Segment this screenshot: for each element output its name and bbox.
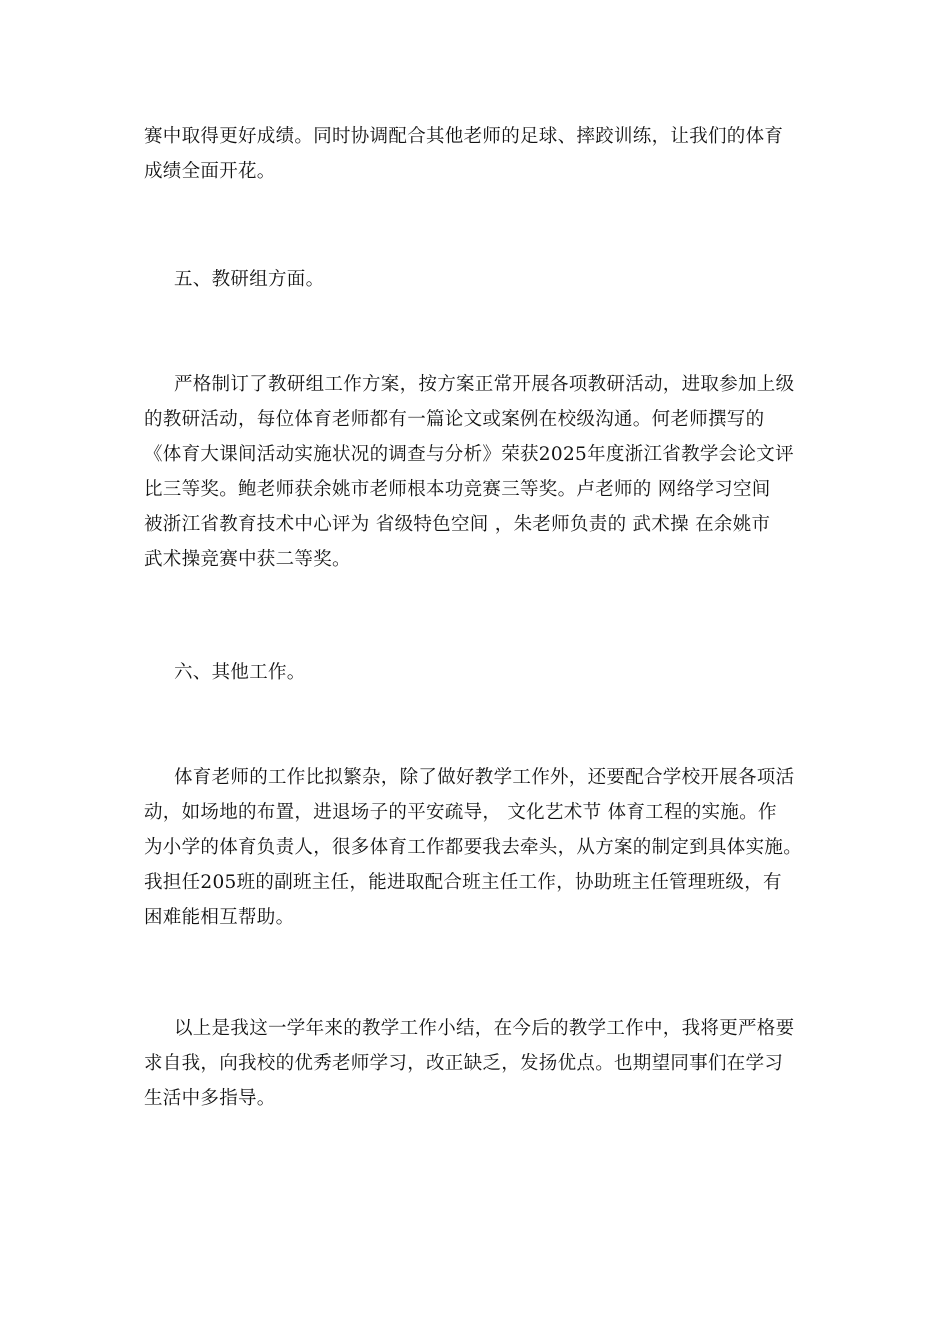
section-heading-other-work [144,655,814,690]
paragraph-line: 的教研活动，每位体育老师都有一篇论文或案例在校级沟通。何老师撰写的 [144,409,765,430]
paragraph-line: 体育老师的工作比拟繁杂，除了做好教学工作外，还要配合学校开展各项活 [174,767,795,788]
paragraph-line: 赛中取得更好成绩。同时协调配合其他老师的足球、摔跤训练，让我们的体育 [144,126,784,147]
paragraph-summary [144,1011,814,1116]
paragraph-line: 比三等奖。鲍老师获余姚市老师根本功竞赛三等奖。卢老师的 网络学习空间 [144,479,771,500]
paragraph-line: 求自我，向我校的优秀老师学习，改正缺乏，发扬优点。也期望同事们在学习 [144,1053,784,1074]
paragraph-line: 被浙江省教育技术中心评为 省级特色空间 ，朱老师负责的 武术操 在余姚市 [144,514,771,535]
paragraph-line: 生活中多指导。 [144,1088,276,1109]
paragraph-line: 武术操竞赛中获二等奖。 [144,549,351,570]
paragraph-line: 《体育大课间活动实施状况的调查与分析》荣获2025年度浙江省教学会论文评 [144,444,794,465]
paragraph-line: 我担任205班的副班主任，能进取配合班主任工作，协助班主任管理班级，有 [144,872,782,893]
paragraph-teaching-research [144,367,814,577]
heading-text: 六、其他工作。 [174,662,306,683]
paragraph-line: 为小学的体育负责人，很多体育工作都要我去牵头，从方案的制定到具体实施。 [144,837,803,858]
paragraph-sports-results [144,119,814,189]
paragraph-line: 严格制订了教研组工作方案，按方案正常开展各项教研活动，进取参加上级 [174,374,795,395]
paragraph-line: 动，如场地的布置，进退场子的平安疏导， 文化艺术节 体育工程的实施。作 [144,802,777,823]
paragraph-other-work [144,760,814,935]
paragraph-line: 成绩全面开花。 [144,161,276,182]
paragraph-line: 以上是我这一学年来的教学工作小结，在今后的教学工作中，我将更严格要 [174,1018,795,1039]
section-heading-teaching-research [144,262,814,297]
heading-text: 五、教研组方面。 [174,269,325,290]
paragraph-line: 困难能相互帮助。 [144,907,295,928]
